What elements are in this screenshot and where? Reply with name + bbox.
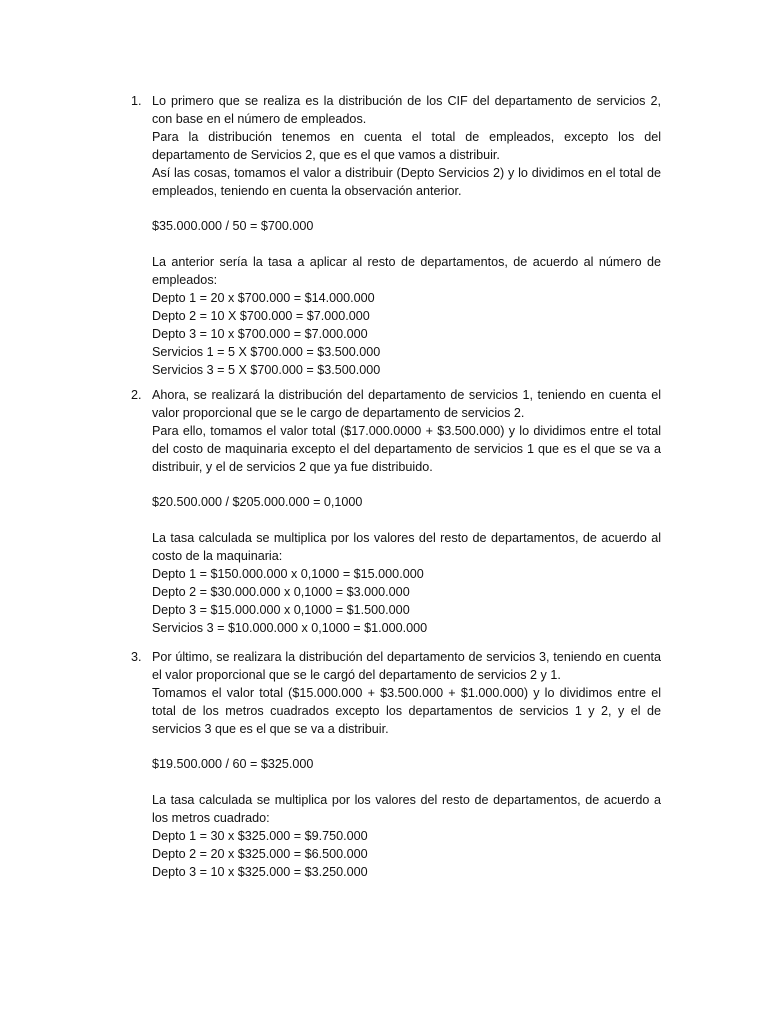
rate-formula: $19.500.000 / 60 = $325.000	[152, 757, 314, 772]
paragraph: Así las cosas, tomamos el valor a distribuir (Depto Servicios 2) y lo dividimos en el total de empleados, teniendo en cuenta la observación anterior.	[152, 165, 661, 198]
paragraph: Ahora, se realizará la distribución del departamento de servicios 1, teniendo en cuenta el valor proporcional que se le cargo de departamento de servicios 2.	[152, 388, 661, 420]
list-item-3	[131, 649, 661, 882]
list-item-body	[152, 649, 661, 882]
calculation-line: Depto 3 = $15.000.000 x 0,1000 = $1.500.000	[152, 602, 410, 617]
calculation-line: Depto 3 = 10 x $325.000 = $3.250.000	[152, 864, 368, 879]
calculation-line: Depto 1 = 20 x $700.000 = $14.000.000	[152, 290, 375, 305]
calculation-line: Depto 2 = $30.000.000 x 0,1000 = $3.000.000	[152, 584, 410, 599]
calculation-line: Depto 1 = $150.000.000 x 0,1000 = $15.000.000	[152, 567, 424, 582]
calculation-line: Depto 1 = 30 x $325.000 = $9.750.000	[152, 829, 368, 844]
calculation-line: Depto 2 = 20 x $325.000 = $6.500.000	[152, 846, 368, 861]
paragraph: La tasa calculada se multiplica por los valores del resto de departamentos, de acuerdo al costo de la maquinaria:	[152, 531, 661, 564]
calculation-line: Depto 3 = 10 x $700.000 = $7.000.000	[152, 326, 368, 341]
list-item-body	[152, 93, 661, 379]
paragraph: Para la distribución tenemos en cuenta el total de empleados, excepto los del departamento de Servicios 2, que es el que vamos a distribuir.	[152, 129, 661, 162]
paragraph: Tomamos el valor total ($15.000.000 + $3.500.000 + $1.000.000) y lo dividimos entre el total de los metros cuadrados excepto los departamentos de servicios 1 y 2, y el de servicios 3 que es el que se va a distribuir.	[152, 685, 661, 736]
list-number: 2.	[131, 388, 142, 402]
list-number: 3.	[131, 650, 142, 664]
calculation-line: Servicios 3 = $10.000.000 x 0,1000 = $1.000.000	[152, 620, 428, 635]
rate-formula: $20.500.000 / $205.000.000 = 0,1000	[152, 495, 363, 510]
rate-formula: $35.000.000 / 50 = $700.000	[152, 219, 314, 234]
calculation-line: Depto 2 = 10 X $700.000 = $7.000.000	[152, 308, 370, 323]
paragraph: La anterior sería la tasa a aplicar al resto de departamentos, de acuerdo al número de empleados:	[152, 255, 661, 288]
paragraph: La tasa calculada se multiplica por los valores del resto de departamentos, de acuerdo a los metros cuadrado:	[152, 793, 661, 826]
calculation-line: Servicios 1 = 5 X $700.000 = $3.500.000	[152, 344, 381, 359]
list-number: 1.	[131, 94, 142, 108]
list-item-body	[152, 387, 661, 638]
list-item-1	[131, 93, 661, 379]
paragraph: Para ello, tomamos el valor total ($17.000.0000 + $3.500.000) y lo dividimos entre el total del costo de maquinaria excepto el del departamento de servicios 1 que es el que se va a distribuir, y el de servicios 2 que ya fue distribuido.	[152, 423, 661, 474]
paragraph: Por último, se realizara la distribución del departamento de servicios 3, teniendo en cuenta el valor proporcional que se le cargó del departamento de servicios 2 y 1.	[152, 650, 661, 682]
paragraph: Lo primero que se realiza es la distribución de los CIF del departamento de servicios 2, con base en el número de empleados.	[152, 94, 661, 126]
list-item-2	[131, 387, 661, 638]
calculation-line: Servicios 3 = 5 X $700.000 = $3.500.000	[152, 362, 381, 377]
